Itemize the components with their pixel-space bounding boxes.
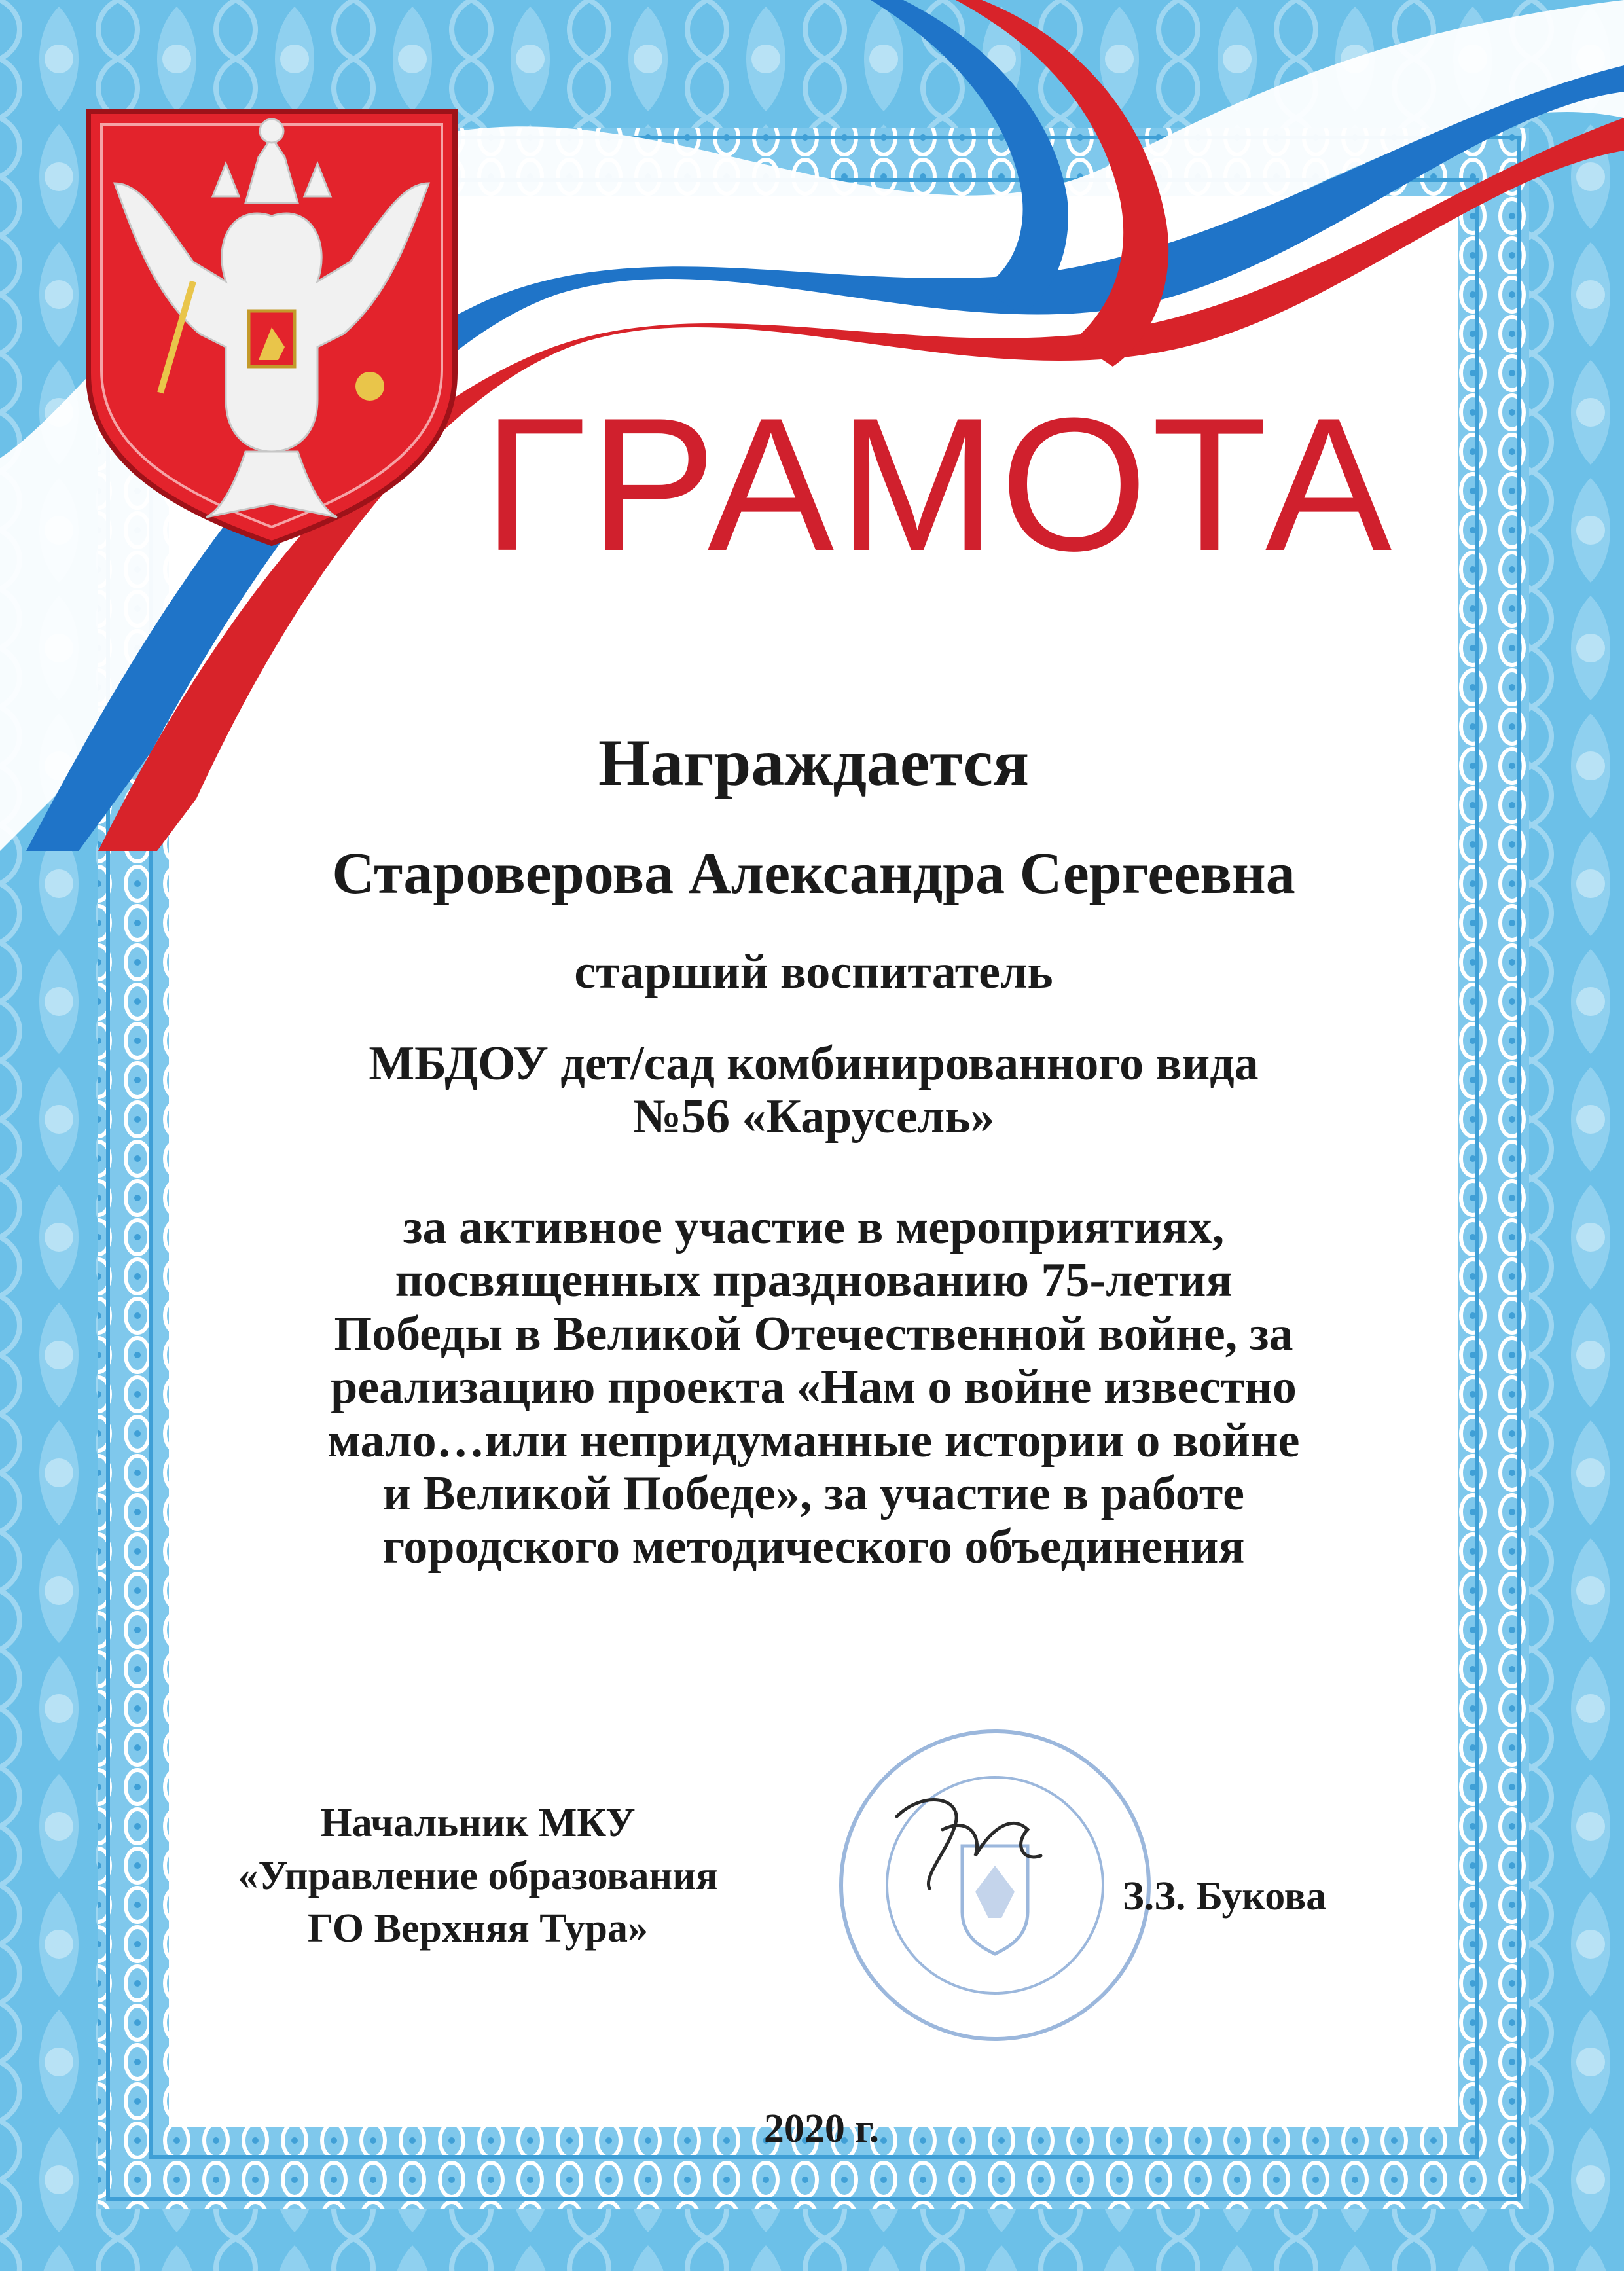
organization-line: №56 «Карусель» [632,1090,995,1144]
signatory-title-line: Начальник МКУ [320,1801,636,1845]
signatory-title-line: ГО Верхняя Тура» [307,1906,649,1951]
reason-line: городского методического объединения [382,1520,1245,1574]
organization-line: МБДОУ дет/сад комбинированного вида [369,1037,1259,1091]
certificate-title: ГРАМОТА [482,378,1396,590]
signatory-title [196,1797,759,1955]
reason-line: реализацию проекта «Нам о войне известно [331,1360,1297,1415]
signatory-title-line: «Управление образования [238,1853,718,1898]
reason-line: мало…или непридуманные истории о войне [327,1413,1300,1468]
signatory-name: З.З. Букова [1123,1874,1327,1919]
certificate-year: 2020 г. [763,2106,880,2151]
organization [169,1038,1458,1144]
russian-coat-of-arms-icon [62,85,481,556]
recipient-position: старший воспитатель [574,945,1053,999]
reason-line: Победы в Великой Отечественной войне, за [334,1307,1293,1361]
handwritten-signature [884,1777,1054,1895]
award-reason [169,1201,1458,1574]
reason-line: и Великой Победе», за участие в работе [382,1466,1245,1521]
awarded-label: Награждается [598,726,1030,800]
reason-line: посвященных празднованию 75-летия [395,1254,1233,1308]
recipient-name: Староверова Александра Сергеевна [332,841,1295,906]
reason-line: за активное участие в мероприятиях, [403,1201,1225,1254]
